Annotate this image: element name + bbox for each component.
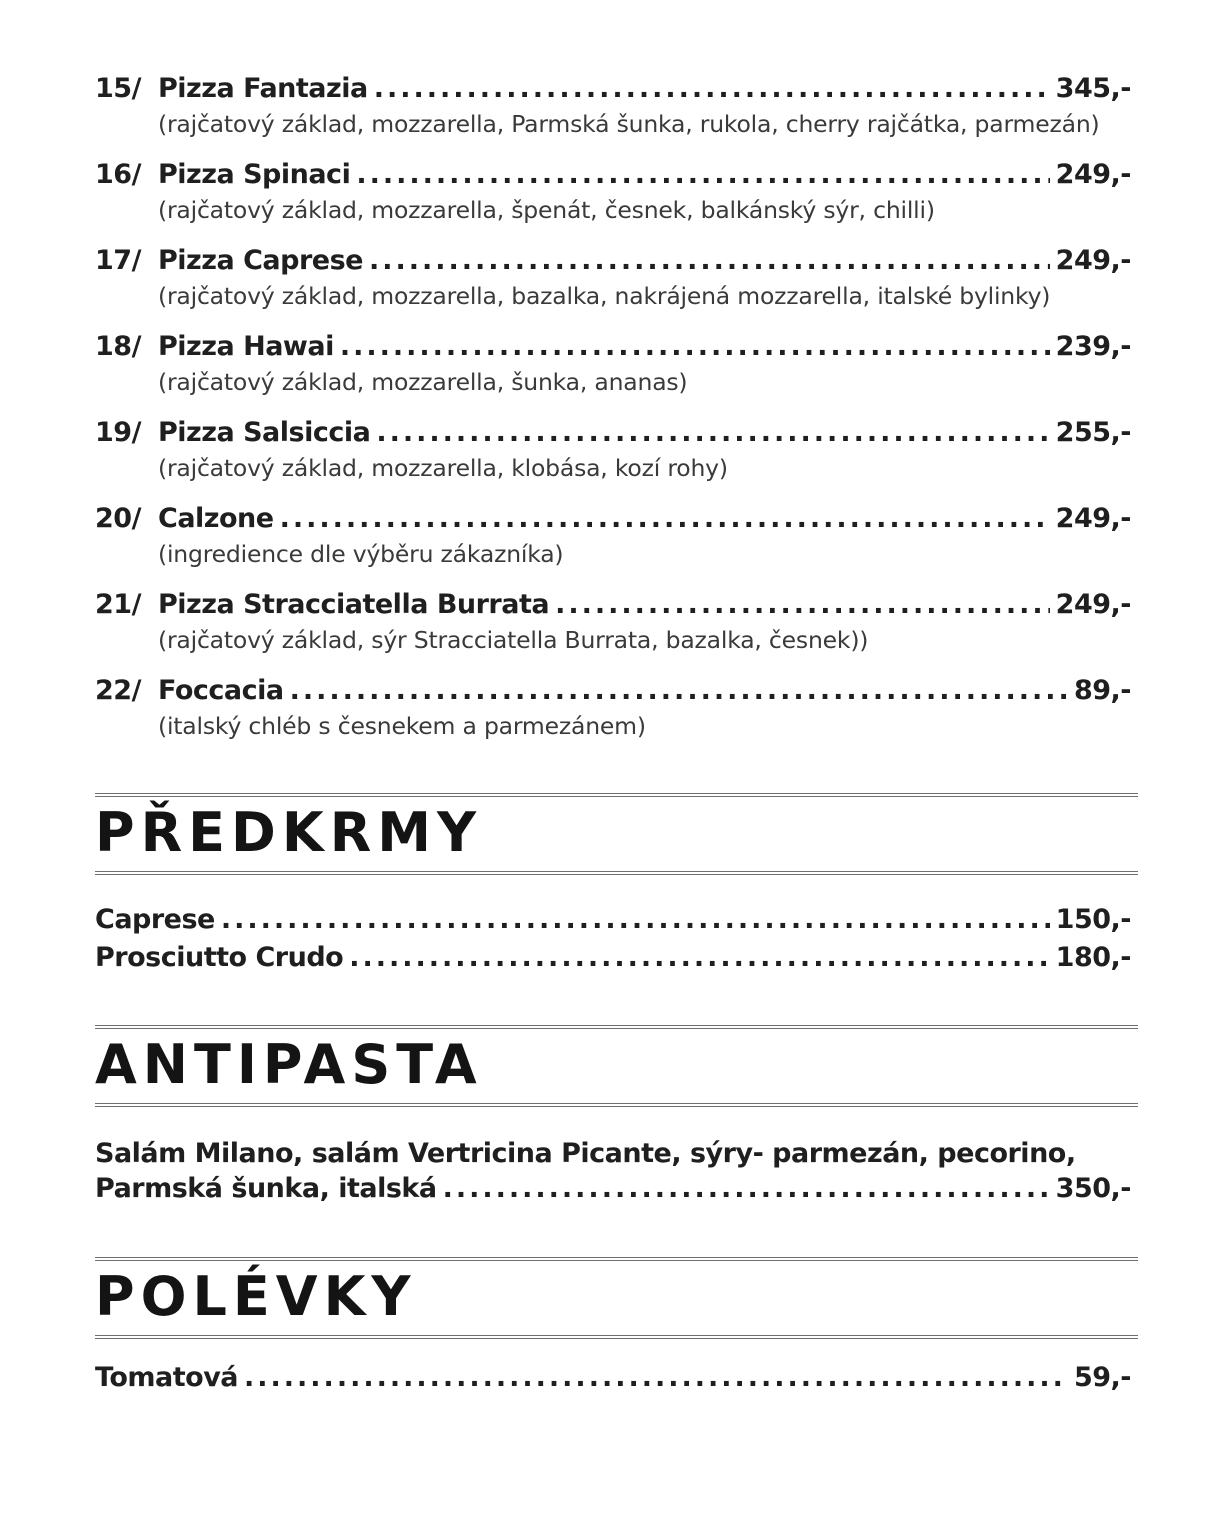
- item-number: 17/: [95, 245, 141, 276]
- item-name: Pizza Caprese: [158, 245, 363, 276]
- dot-leader: [555, 589, 1050, 620]
- menu-item: [95, 159, 1131, 227]
- item-number: 19/: [95, 417, 141, 448]
- item-number: 15/: [95, 73, 141, 104]
- menu-item: [95, 503, 1131, 571]
- dot-leader: [443, 1173, 1050, 1204]
- menu-item: [95, 589, 1131, 657]
- dot-leader: [340, 331, 1050, 362]
- section-antipasta: [95, 1025, 1138, 1107]
- item-price: 249,-: [1055, 245, 1131, 276]
- item-name: Pizza Fantazia: [158, 73, 368, 104]
- item-price: 59,-: [1073, 1362, 1131, 1393]
- item-description: (rajčatový základ, sýr Stracciatella Burrata, bazalka, česnek)): [158, 626, 869, 654]
- item-price: 150,-: [1055, 904, 1131, 935]
- item-price: 249,-: [1055, 589, 1131, 620]
- item-price: 350,-: [1055, 1173, 1131, 1204]
- item-number: 16/: [95, 159, 141, 190]
- item-name: Pizza Spinaci: [158, 159, 351, 190]
- item-price: 345,-: [1055, 73, 1131, 104]
- menu-item: [95, 1362, 1131, 1400]
- menu-item: [95, 675, 1131, 743]
- dot-leader: [221, 904, 1050, 935]
- divider: [95, 1103, 1138, 1107]
- item-description: (rajčatový základ, mozzarella, Parmská šunka, rukola, cherry rajčátka, parmezán): [158, 110, 1100, 138]
- item-number: 18/: [95, 331, 141, 362]
- menu-item: [95, 942, 1131, 980]
- dot-leader: [280, 503, 1050, 534]
- item-price: 249,-: [1055, 503, 1131, 534]
- item-name: Salám Milano, salám Vertricina Picante, sýry- parmezán, pecorino,: [95, 1138, 1076, 1169]
- item-description: (rajčatový základ, mozzarella, klobása, kozí rohy): [158, 454, 728, 482]
- menu-item: [95, 904, 1131, 942]
- item-number: 21/: [95, 589, 141, 620]
- section-title: POLÉVKY: [95, 1265, 417, 1328]
- dot-leader: [369, 245, 1050, 276]
- item-name: Pizza Hawai: [158, 331, 334, 362]
- item-price: 89,-: [1073, 675, 1131, 706]
- dot-leader: [376, 417, 1049, 448]
- section-title: PŘEDKRMY: [95, 801, 483, 864]
- item-description: (italský chléb s česnekem a parmezánem): [158, 712, 646, 740]
- item-name-continued: Parmská šunka, italská: [95, 1173, 437, 1204]
- item-price: 239,-: [1055, 331, 1131, 362]
- item-description: (ingredience dle výběru zákazníka): [158, 540, 564, 568]
- menu-item: [95, 73, 1131, 141]
- section-title: ANTIPASTA: [95, 1033, 483, 1096]
- item-price: 249,-: [1055, 159, 1131, 190]
- item-description: (rajčatový základ, mozzarella, bazalka, nakrájená mozzarella, italské bylinky): [158, 282, 1051, 310]
- menu-item: [95, 245, 1131, 313]
- dot-leader: [356, 159, 1049, 190]
- item-name: Foccacia: [158, 675, 284, 706]
- item-description: (rajčatový základ, mozzarella, špenát, česnek, balkánský sýr, chilli): [158, 196, 935, 224]
- section-polevky: [95, 1257, 1138, 1339]
- item-price: 255,-: [1055, 417, 1131, 448]
- item-name: Tomatová: [95, 1362, 239, 1393]
- dot-leader: [290, 675, 1068, 706]
- menu-item: [95, 417, 1131, 485]
- item-name: Caprese: [95, 904, 215, 935]
- item-name: Calzone: [158, 503, 274, 534]
- dot-leader: [349, 942, 1049, 973]
- divider: [95, 1335, 1138, 1339]
- menu-item: [95, 1135, 1131, 1211]
- item-name: Prosciutto Crudo: [95, 942, 344, 973]
- dot-leader: [244, 1362, 1068, 1393]
- item-number: 20/: [95, 503, 141, 534]
- menu-item: [95, 331, 1131, 399]
- section-predkrmy: [95, 793, 1138, 875]
- dot-leader: [374, 73, 1050, 104]
- item-name: Pizza Stracciatella Burrata: [158, 589, 550, 620]
- item-description: (rajčatový základ, mozzarella, šunka, ananas): [158, 368, 688, 396]
- item-name: Pizza Salsiccia: [158, 417, 371, 448]
- divider: [95, 871, 1138, 875]
- item-price: 180,-: [1055, 942, 1131, 973]
- item-number: 22/: [95, 675, 141, 706]
